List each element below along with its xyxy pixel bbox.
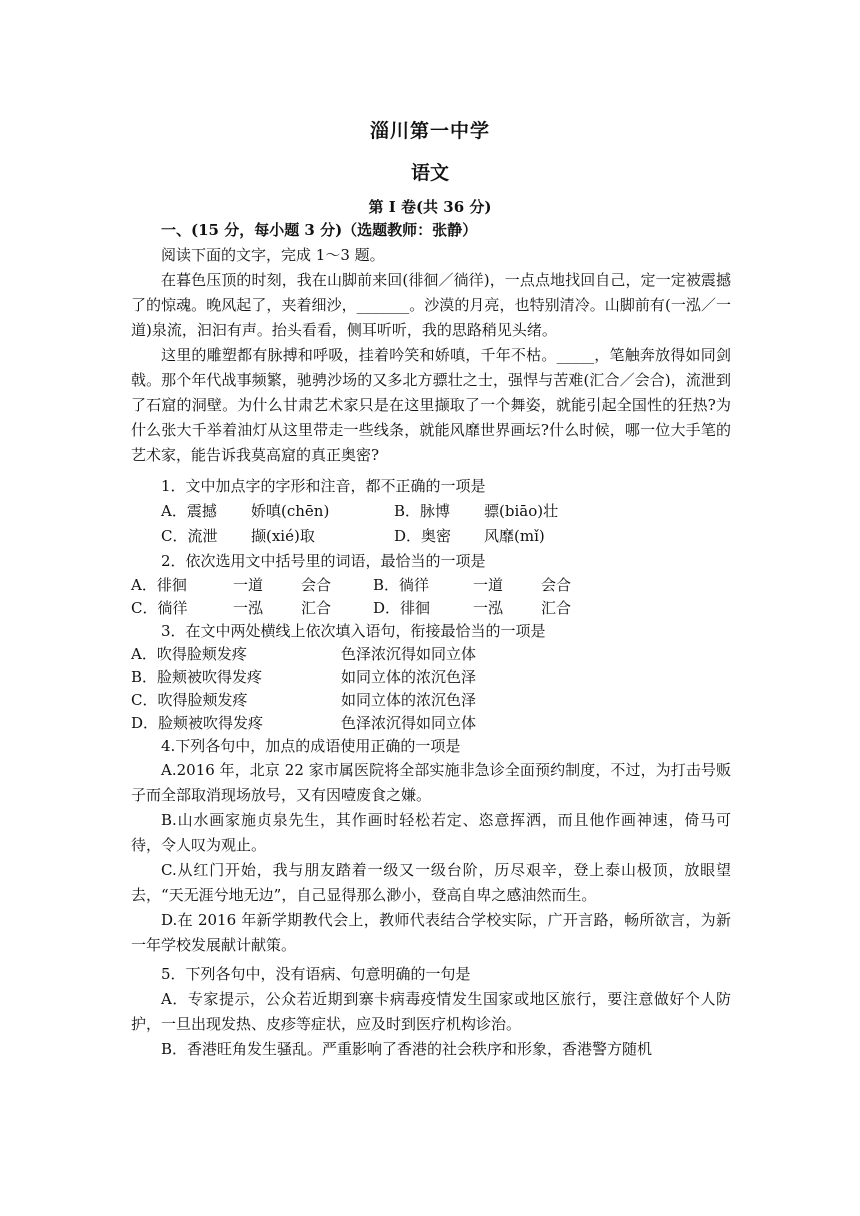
option-label: A．徘徊 [131,576,187,594]
option-label: A．震撼 [161,502,217,520]
option-text: 风靡(mǐ) [484,527,545,545]
option-label: B．脉博 [394,502,451,520]
question-1 [131,474,731,549]
subject-title: 语文 [410,162,449,184]
question-2 [131,549,731,620]
option-row [131,597,731,620]
option-row [131,643,731,666]
option-label: B．徜徉 [373,576,430,594]
reading-instruction: 阅读下面的文字，完成 1～3 题。 [161,246,385,264]
option-label: D．徘徊 [373,599,431,617]
reading-paragraph-2: 这里的雕塑都有脉搏和呼吸，挂着吟笑和娇嗔，千年不枯。_____，笔触奔放得如同剑戟。那个年代战事频繁，驰骋沙场的又多北方骠壮之士，强悍与苦难(汇合／会合)，流泄到了石窟的洞壁。为什么甘肃艺术家只是在这里撷取了一个舞姿，就能引起全国性的狂热?为什么张大千举着油灯从这里带走一些线条，就能风靡世界画坛?什么时候，哪一位大手笔的艺术家，能告诉我莫高窟的真正奥密? [131,346,731,464]
volume-heading: 第 I 卷(共 36 分) [368,198,492,216]
option-text: 会合 [541,576,572,594]
option-text: D．脸颊被吹得发疼 [131,714,264,732]
reading-paragraph-1: 在暮色压顶的时刻，我在山脚前来回(徘徊／徜徉)，一点点地找回自己，定一定被震撼了的惊魂。晚风起了，夹着细沙，_______。沙漠的月亮，也特别清冷。山脚前有(一泓／一道)泉流，汩汩有声。抬头看看，侧耳听听，我的思路稍见头绪。 [131,271,731,339]
option-row [131,666,731,689]
option-text: 一泓 [233,599,264,617]
option-row [131,574,731,597]
option-text: 一泓 [473,599,504,617]
option-d: D.在 2016 年新学期教代会上，教师代表结合学校实际，广开言路，畅所欲言，为新一年学校发展献计献策。 [131,911,731,954]
option-label: C．徜徉 [131,599,188,617]
question-stem: 2．依次选用文中括号里的词语，最恰当的一项是 [161,552,486,570]
option-text: 骠(biāo)壮 [484,502,559,520]
question-stem: 1．文中加点字的字形和注音，都不正确的一项是 [161,477,486,495]
option-text: A．吹得脸颊发疼 [131,645,247,663]
question-3 [131,620,731,735]
option-row [131,524,731,549]
option-text: B．脸颊被吹得发疼 [131,668,263,686]
option-row [131,712,731,735]
option-text: 如同立体的浓沉色泽 [341,668,477,686]
school-name: 淄川第一中学 [369,120,490,142]
option-text: C．吹得脸颊发疼 [131,691,248,709]
option-c: C.从红门开始，我与朋友踏着一级又一级台阶，历尽艰辛，登上泰山极顶，放眼望去，“天无涯兮地无边”，自己显得那么渺小，登高自卑之感油然而生。 [131,861,731,904]
option-text: 一道 [233,576,264,594]
option-label: C．流泄 [161,527,218,545]
option-b: B．香港旺角发生骚乱。严重影响了香港的社会秩序和形象，香港警方随机 [161,1040,653,1058]
option-row [131,499,731,524]
option-text: 撷(xié)取 [251,527,315,545]
option-a: A.2016 年，北京 22 家市属医院将全部实施非急诊全面预约制度，不过，为打击号贩子而全部取消现场放号，又有因噎废食之嫌。 [131,761,731,804]
question-4 [131,735,731,958]
option-text: 汇合 [541,599,572,617]
option-text: 会合 [301,576,332,594]
question-stem: 4.下列各句中，加点的成语使用正确的一项是 [161,737,461,755]
option-label: D．奥密 [394,527,452,545]
question-stem: 3．在文中两处横线上依次填入语句，衔接最恰当的一项是 [161,622,546,640]
section-title: 一、(15 分，每小题 3 分)（选题教师：张静） [161,221,478,239]
option-text: 汇合 [301,599,332,617]
question-stem: 5．下列各句中，没有语病、句意明确的一句是 [161,965,471,983]
option-a: A．专家提示，公众若近期到寨卡病毒疫情发生国家或地区旅行，要注意做好个人防护，一旦出现发热、皮疹等症状，应及时到医疗机构诊治。 [131,990,731,1033]
option-row [131,689,731,712]
option-text: 色泽浓沉得如同立体 [341,645,477,663]
option-b: B.山水画家施贞泉先生，其作画时轻松若定、恣意挥洒，而且他作画神速，倚马可待，令人叹为观止。 [131,811,731,854]
exam-content [131,218,731,1062]
question-5 [131,962,731,1062]
option-text: 娇嗔(chēn) [251,502,330,520]
option-text: 色泽浓沉得如同立体 [341,714,477,732]
option-text: 如同立体的浓沉色泽 [341,691,477,709]
option-text: 一道 [473,576,504,594]
